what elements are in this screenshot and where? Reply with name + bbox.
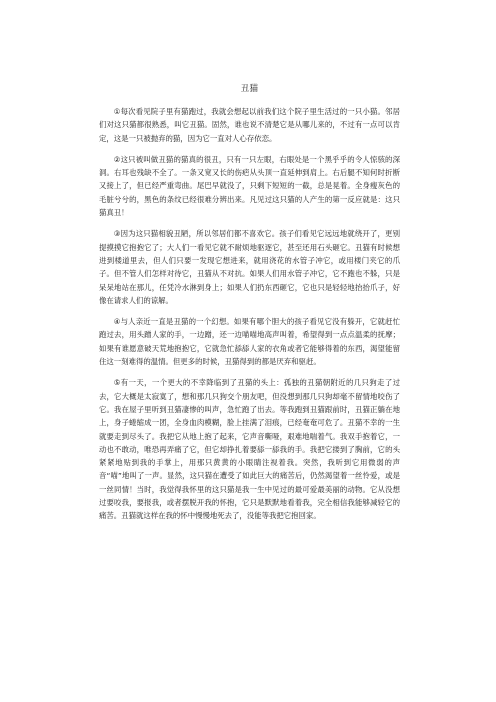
paragraph-5: ⑤有一天，一个更大的不幸降临到了丑猫的头上：孤独的丑猫朝附近的几只狗走了过去，它大概是太寂寞了，想和那几只狗交个朋友吧，但没想到那几只狗却毫不留情地咬伤了它。我在屋子里听到丑猫凄惨的叫声，急忙跑了出去。等我跑到丑猫跟前时，丑猫正躺在地上，身子蜷缩成一团，全身血肉模糊，脸上挂满了泪痕，已经奄奄可危了。丑猫不幸的一生就要走到尽头了。我把它从地上抱了起来，它声音嘶哑，艰难地喘着气。我双手抱着它，一动也不敢动，唯恐再弄痛了它，但它却挣扎着要舔一舔我的手。我把它搂到了胸前，它的头紧紧地贴到我的手掌上，用那只黄黄的小眼睛注视着我。突然，我听到它用微弱的声音“喵”地叫了一声。显然，这只猫在遭受了如此巨大的痛苦后，仍然渴望着一丝怜爱，或是一丝同情！当时，我觉得我怀里的这只猫是我一生中见过的最可爱最美丽的动物。它从没想过要咬我，要报我，或者摆脱开我的怀抱，它只是默默地看着我，完全相信我能够减轻它的痛苦。丑猫就这样在我的怀中慢慢地死去了，没能等我把它抱回家。 — [99, 378, 400, 521]
paragraph-2: ②这只被叫做丑猫的猫真的很丑，只有一只左眼，右眼处是一个黑乎乎的令人惊骇的深洞。右耳也残缺不全了。一条又宽又长的伤疤从头顶一直延伸到肩上。右后腿不知何时折断又接上了，但已经严重弯曲。尾巴早就没了，只剩下短短的一截，总是晃着。全身瘦灰色的毛脏兮兮的，黑色的条纹已经很难分辨出来。凡见过这只猫的人产生的第一反应就是：这只猫真丑！ — [99, 154, 400, 218]
paragraph-4: ④与人亲近一直是丑猫的一个幻想。如果有哪个胆大的孩子看见它没有躲开，它就赶忙跑过去，用头蹭人家的手，一边蹭，还一边喵喵地高声叫着，希望得到一点点温柔的抚摩；如果有谁愿意破天荒地抱抱它，它就急忙舔舔人家的衣角或者它能够得着的东西，渴望能留住这一刻难得的温情。但更多的时候，丑猫得到的都是厌弃和驱赶。 — [99, 317, 400, 367]
document-title: 丑猫 — [240, 84, 259, 94]
paragraph-3: ③因为这只猫相貌丑陋，所以邻居们都不喜欢它。孩子们看见它远远地就绕开了，更别提摸摸它抱抱它了；大人们一看见它就不耐烦地驱逐它，甚至还用石头砸它。丑猫有时候想进到楼道里去，但人们只要一发现它想进来，就用浇花的水管子冲它，或用楼门夹它的爪子。但不管人们怎样对待它，丑猫从不对抗。如果人们用水管子冲它，它不跑也不躲，只是呆呆地站在那儿，任凭冷水淋到身上；如果人们扔东西砸它，它也只是轻轻地抬抬爪子，好像在请求人们的谅解。 — [99, 229, 400, 305]
paragraph-1: ①每次看见院子里有猫跑过，我就会想起以前我们这个院子里生活过的一只小猫。邻居们对这只猫都很熟悉，叫它丑猫。固然，谁也说不清楚它是从哪儿来的，不过有一点可以肯定，这是一只被抛弃的猫，因为它一直对人心存依恋。 — [99, 107, 400, 143]
